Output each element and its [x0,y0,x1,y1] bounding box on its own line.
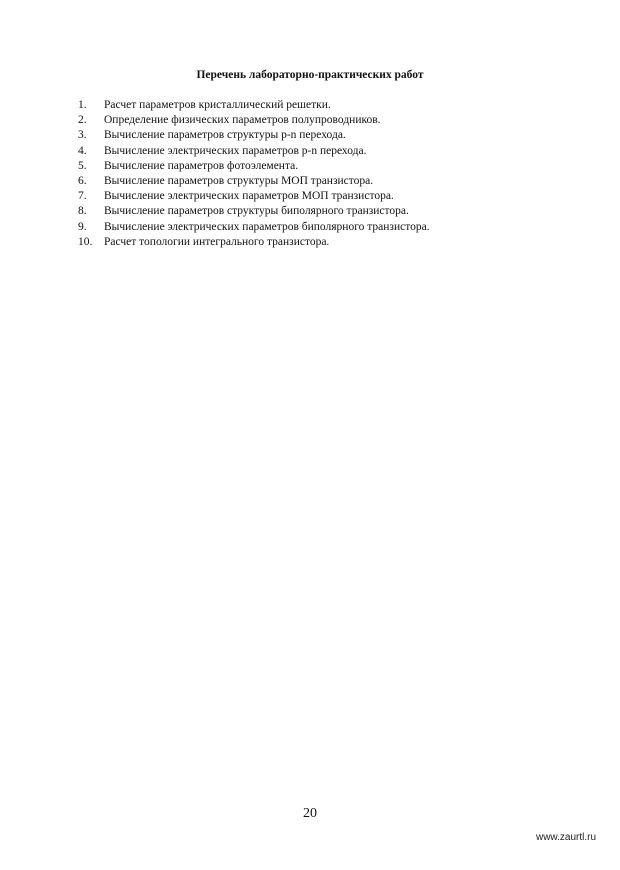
item-number: 4. [78,144,87,157]
list-item [78,204,558,219]
item-number: 2. [78,114,87,127]
list-item [78,144,558,159]
item-number: 8. [78,205,87,218]
item-number: 7. [78,190,87,203]
page-number: 20 [303,806,317,821]
list-item [78,189,558,204]
item-number: 1. [78,99,87,111]
list-item [78,128,558,143]
page-title: Перечень лабораторно-практических работ [196,69,424,81]
item-text: Расчет параметров кристаллический решетки. [104,99,331,111]
list-item [78,159,558,174]
list-item [78,174,558,189]
item-text: Определение физических параметров полупроводников. [104,114,381,127]
item-text: Расчет топологии интегрального транзистора. [104,235,330,248]
item-text: Вычисление электрических параметров биполярного транзистора. [104,220,430,233]
item-text: Вычисление параметров структуры биполярного транзистора. [104,205,409,218]
list-item [78,113,558,128]
watermark-url: www.zaurtl.ru [535,832,596,843]
item-number: 9. [78,220,87,233]
item-number: 10. [78,235,93,248]
list-item [78,98,558,113]
item-number: 3. [78,129,87,142]
list-item [78,235,558,250]
item-text: Вычисление параметров структуры МОП транзистора. [104,175,374,188]
lab-work-list [78,98,558,250]
item-text: Вычисление электрических параметров МОП транзистора. [104,190,394,203]
item-number: 6. [78,175,87,188]
item-number: 5. [78,159,87,172]
item-text: Вычисление параметров фотоэлемента. [104,159,299,172]
list-item [78,220,558,235]
item-text: Вычисление параметров структуры p-n перехода. [104,129,346,142]
item-text: Вычисление электрических параметров p-n перехода. [104,144,367,157]
